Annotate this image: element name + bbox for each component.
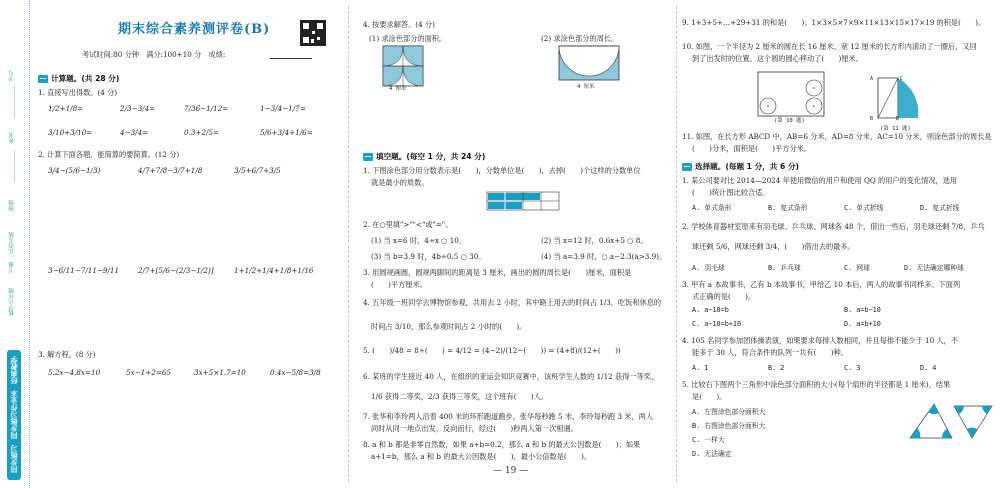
choice-q4-opt-c: C. 3 <box>844 364 861 372</box>
q1-item-5: 3/10+3/10= <box>48 128 93 137</box>
q1-item-2: 2/3−3/4= <box>120 104 156 113</box>
choice-q1-line1: 1. 某公司要对比 2014—2024 年使用微信的用户和使用 QQ 的用户的变化情况，选用 <box>682 176 958 185</box>
choice-q3-opt-a: A. a−10=b <box>692 306 729 314</box>
fill-q3-line1: 3. 用圆规画圆，圆规两脚间的距离是 3 厘米，画出的圆的周长是( )厘米，面积是 <box>363 268 632 277</box>
q2-item-6: 1+1/2+1/4+1/8+1/16 <box>234 266 314 275</box>
area-figure <box>383 46 423 86</box>
q1-item-4: 1−3/4−1/7= <box>260 104 306 113</box>
choice-q3-opt-c: C. a−10=b+10 <box>692 320 742 328</box>
column-divider <box>348 6 349 482</box>
section-marker-icon <box>363 153 373 161</box>
spine-fill-line <box>14 86 15 118</box>
fill-q10-line1: 10. 如图，一个半径为 2 厘米的圆在长 16 厘米、宽 12 厘米的长方形内滚动了一圈后，又回 <box>682 42 977 51</box>
choice-q2-line1: 2. 学校体育器材室原来有羽毛球、乒乓球、网球各 48 个，借出一些后，羽毛球还剩 7/8，乒乓 <box>682 222 985 231</box>
fill-q2-item1: (1) 当 x=6 时，4÷x ○ 10。 <box>371 236 467 245</box>
spine-label-id: 学号 <box>9 70 15 81</box>
choice-q5-line2: 是( )。 <box>692 392 727 401</box>
q1-item-7: 0.3+2/5= <box>184 128 220 137</box>
fill-q10-line2: 到了出发时的位置。这个圆的圆心移动了( )厘米。 <box>692 54 863 63</box>
spine-fill-line <box>14 150 15 182</box>
q4-part2: (2) 求涂色部分的周长。 <box>541 34 619 43</box>
section-marker-icon <box>682 163 692 171</box>
section-title-text: 填空题。(每空 1 分，共 24 分) <box>376 152 486 161</box>
fill-q11-line1: 11. 如图，在长方形 ABCD 中，AB=6 分米，AD=8 分米，AC=10 分米，则涂色部分的周长是 <box>682 132 992 141</box>
q3-item-4: 0.4x−5/8=3/8 <box>270 368 321 377</box>
fill-q4-line2: 时间占 3/10，那么参观时间占 2 小时的( )。 <box>371 322 527 331</box>
perimeter-figure <box>559 44 619 86</box>
fig10-caption: (第 10 题) <box>774 118 805 124</box>
choice-q3-opt-d: D. a=b+10 <box>844 320 881 328</box>
fill-q6-line1: 6. 某班的学生接近 40 人，在组织的亚运会知识竞赛中，该班学生人数的 1/12 获得一等奖， <box>363 372 659 381</box>
choice-q2-opt-d: D. 无法确定哪种球 <box>904 264 964 272</box>
triangle-sectors-figure <box>908 400 994 440</box>
binding-spine <box>0 0 30 488</box>
qr-code-icon <box>300 20 326 46</box>
q2-item-2: 4/7+7/8−3/7+1/8 <box>138 166 203 175</box>
q2-item-4: 3−6/11−7/11−9/11 <box>48 266 120 275</box>
choice-q5-opt-c: C. 一样大 <box>692 436 725 444</box>
page-number: — 19 — <box>493 466 529 476</box>
choice-q4-line1: 4. 105 名同学参加团体操表演，如果要求每排人数相同，并且每排不能少于 10 人，不 <box>682 336 959 345</box>
q1-item-6: 4−3/4= <box>120 128 149 137</box>
choice-q1-opt-b: B. 复式条形 <box>768 204 808 212</box>
fill-q8-line2: a+1=b，那么 a 和 b 的最大公因数是( )，最小公倍数是( )。 <box>371 452 592 461</box>
choice-q5-opt-d: D. 无法确定 <box>692 450 732 458</box>
fill-q2-item3: (3) 当 b=3.9 时，4b÷0.5 ○ 30。 <box>371 252 486 261</box>
choice-q3-line2: 式正确的是( )。 <box>692 292 756 301</box>
vertex-a: A <box>870 76 874 82</box>
q1-item-8: 5/6+3/4+1/6= <box>260 128 313 137</box>
spine-label-volume: 下册 <box>9 262 15 273</box>
choice-q5-line1: 5. 比较右下图两个三角形中涂色部分面积的大小(每个扇形的半径都是 1 厘米)，结果 <box>682 380 951 389</box>
choice-q1-line2: ( )统计图比较合适。 <box>692 188 770 197</box>
q2-instruction: 2. 计算下面各题，能简算的要简算。(12 分) <box>38 150 180 159</box>
choice-q4-opt-b: B. 2 <box>768 364 785 372</box>
choice-q3-line1: 3. 甲有 a 本故事书，乙有 b 本故事书，甲给乙 10 本后，两人的故事书同样多。下面列 <box>682 280 961 289</box>
choice-q5-opt-a: A. 左图涂色部分面积大 <box>692 408 766 416</box>
fig11-caption: (第 11 题) <box>880 126 911 132</box>
area-figure-dimension: 4 厘米 <box>389 86 407 92</box>
perimeter-figure-dimension: 4 厘米 <box>577 84 595 90</box>
choice-q5-opt-b: B. 右图涂色部分面积大 <box>692 422 766 430</box>
choice-q4-opt-d: D. 4 <box>920 364 937 372</box>
spine-brand-top: 经典教学 <box>9 356 18 384</box>
section-fill-title <box>363 152 485 161</box>
fill-q3-line2: ( )平方厘米。 <box>371 280 427 289</box>
choice-q2-opt-c: C. 网球 <box>844 264 870 272</box>
fill-q2: 2. 在○里填">""<"或"="。 <box>363 220 453 229</box>
exam-info: 考试时间:80 分钟 满分:100+10 分 成绩: <box>82 50 226 59</box>
choice-q2-opt-b: B. 乒乓球 <box>768 264 801 272</box>
q3-instruction: 3. 解方程。(8 分) <box>38 350 96 359</box>
vertex-d: D <box>896 116 900 122</box>
q1-item-1: 1/2+1/8= <box>48 104 84 113</box>
q3-item-2: 5x−1+2=65 <box>126 368 171 377</box>
column-middle <box>355 0 673 488</box>
section-title-text: 选择题。(每题 1 分，共 6 分) <box>695 162 800 171</box>
choice-q1-opt-a: A. 单式条形 <box>692 204 732 212</box>
spine-brand-block <box>7 350 21 480</box>
section-marker-icon <box>38 75 48 83</box>
page-title: 期末综合素养测评卷(B) <box>118 22 271 37</box>
fill-q2-item4: (4) 当 a=3.9 时，○ a−2.3(a>3.9)。 <box>541 252 667 261</box>
choice-q1-opt-c: C. 单式折线 <box>844 204 884 212</box>
q1-item-3: 7/36−1/12= <box>184 104 229 113</box>
fill-q4-line1: 4. 五年级一班同学去博物馆参观，共用去 2 小时，其中路上用去的时间占 1/3，吃饭和休息的 <box>363 298 662 307</box>
vertex-c: C <box>900 76 904 82</box>
spine-brand: 同步练习作业本 <box>9 390 18 439</box>
fill-q7-line1: 7. 张华和李玲两人沿着 400 米的环形跑道跑步，张华每秒跑 5 米，李玲每秒跑 3 米，两人 <box>363 412 654 421</box>
fill-q7-line2: 同时从同一地点出发，反向而行，经过( )秒两人第一次相遇。 <box>371 424 578 433</box>
choice-q1-opt-d: D. 复式折线 <box>920 204 960 212</box>
section-title-text: 计算题。(共 28 分) <box>51 74 120 83</box>
q2-item-1: 3/4−(5/6−1/3) <box>48 166 101 175</box>
q2-item-3: 3/5+6/7+3/5 <box>234 166 281 175</box>
spine-label-name: 姓名 <box>9 132 15 143</box>
section-calculation-title <box>38 74 119 83</box>
fill-q11-line2: ( )分米，面积是( )平方分米。 <box>692 144 812 153</box>
fill-q1-line1: 1. 下图涂色部分用分数表示是( )，分数单位是( )，去掉( )个这样的分数单位 <box>363 166 641 175</box>
fraction-bar-figure <box>487 192 559 210</box>
choice-q3-opt-b: B. a=b−10 <box>844 306 881 314</box>
q2-item-5: 2/7+[5/6−(2/3−1/2)] <box>138 266 214 275</box>
q4-part1: (1) 求涂色部分的面积。 <box>369 34 447 43</box>
q3-item-3: 3x+5×1.7=10 <box>194 368 246 377</box>
fill-q9: 9. 1+3+5+…+29+31 的和是( )；1×3×5×7×9×11×13×15×17×19 的积是( )。 <box>682 18 986 27</box>
fill-q2-item2: (2) 当 x=12 时，0.6x+5 ○ 8。 <box>541 236 648 245</box>
fill-q1-line2: 就是最小的质数。 <box>371 178 429 187</box>
spine-label-edition: 江苏专版 <box>9 232 15 254</box>
choice-q4-opt-a: A. 1 <box>692 364 709 372</box>
choice-q2-line2: 球还剩 5/6，网球还剩 3/4，( )借出去的最多。 <box>692 242 855 251</box>
fill-q8-line1: 8. a 和 b 都是非零自然数，如果 a÷b=0.2，那么 a 和 b 的最大公因数是( )；如果 <box>363 440 641 449</box>
rolling-circle-figure <box>758 72 824 116</box>
spine-label-class: 班级 <box>9 200 15 211</box>
spine-brand-bottom: 同步练习 <box>9 445 18 473</box>
q4-instruction: 4. 按要求解答。(4 分) <box>363 20 435 29</box>
score-blank <box>270 58 312 59</box>
spine-label-grade: 数学六年级 <box>9 288 15 316</box>
choice-q4-line2: 能多于 30 人，符合条件的队列一共有( )种。 <box>692 348 848 357</box>
q3-item-1: 5.2x−4.8x=10 <box>48 368 101 377</box>
fill-q6-line2: 1/6 获得二等奖，2/3 获得三等奖，这个班有( )人。 <box>371 392 549 401</box>
fill-q5: 5. ( )/48 = 8÷( ) = 4/12 = (4−2)/(12−( )) = (4+8)/(12+( )) <box>363 346 621 355</box>
vertex-b: B <box>870 116 874 122</box>
column-left <box>34 0 344 488</box>
q1-instruction: 1. 直接写出得数。(4 分) <box>38 88 118 97</box>
column-right <box>680 0 996 488</box>
column-divider <box>676 6 677 482</box>
section-choice-title <box>682 162 799 171</box>
choice-q2-opt-a: A. 羽毛球 <box>692 264 725 272</box>
